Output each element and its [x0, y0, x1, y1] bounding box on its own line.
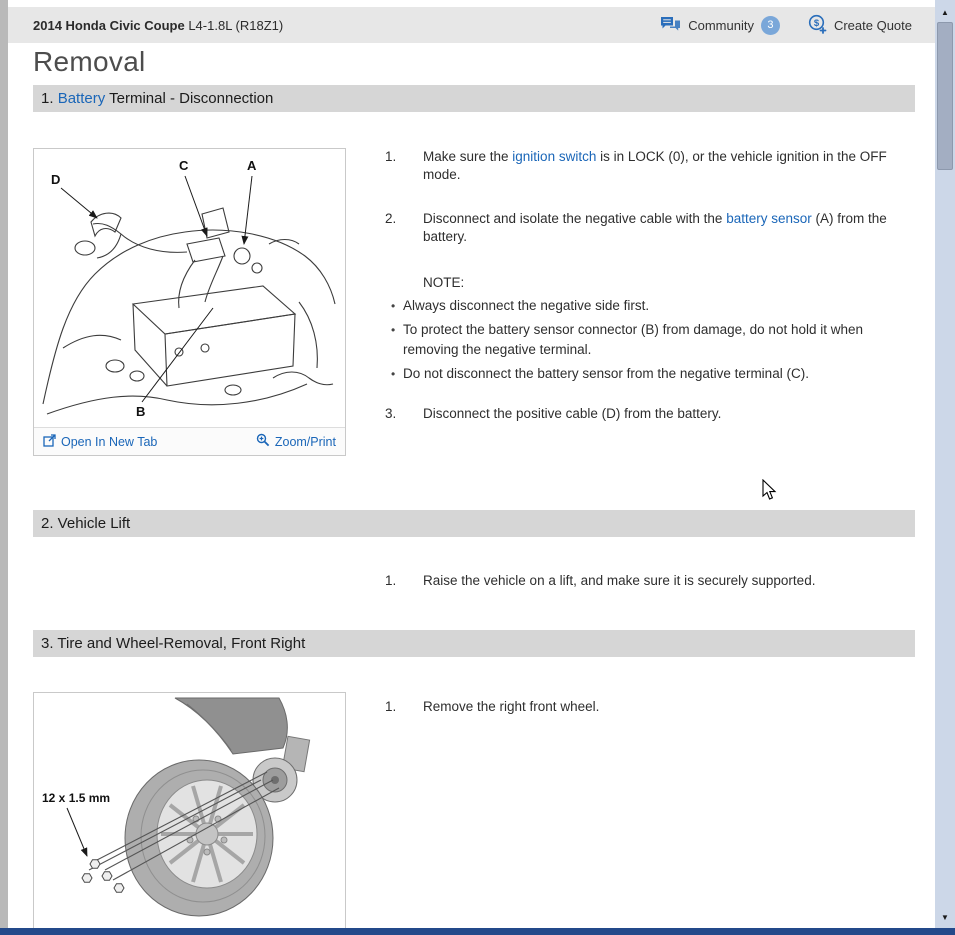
bolt-size-label: 12 x 1.5 mm — [42, 791, 111, 805]
step — [385, 572, 915, 590]
vehicle-title-rest: L4-1.8L (R18Z1) — [184, 17, 284, 33]
step-text: Raise the vehicle on a lift, and make sure it is securely supported. — [423, 573, 816, 588]
community-icon — [660, 16, 681, 35]
wheel-figure-column — [33, 692, 346, 928]
section-1-header — [33, 85, 915, 112]
create-quote-button[interactable] — [808, 14, 912, 37]
step-text-pre: Disconnect and isolate the negative cable with the — [423, 211, 727, 226]
wheel-figure — [33, 692, 346, 928]
battery-sensor-link[interactable]: battery sensor — [726, 211, 812, 226]
open-in-new-tab-link[interactable] — [43, 434, 157, 450]
step — [385, 405, 915, 423]
scrollbar-track[interactable] — [935, 0, 955, 928]
step — [385, 148, 915, 184]
create-quote-icon — [808, 14, 827, 37]
section-1-content — [33, 148, 915, 456]
window-left-edge — [0, 0, 8, 935]
diagram-label-c: C — [179, 158, 189, 173]
step-text — [423, 148, 915, 184]
step — [385, 698, 915, 716]
section-3-content — [33, 692, 915, 928]
step-text: Disconnect the positive cable (D) from the battery. — [423, 406, 722, 421]
battery-diagram — [34, 149, 345, 427]
note-item: • To protect the battery sensor connector (B) from damage, do not hold it when removing the negative terminal. — [390, 320, 875, 360]
step-text: Remove the right front wheel. — [423, 699, 600, 714]
scrollbar-up-arrow[interactable]: ▲ — [941, 7, 949, 17]
external-link-icon — [43, 434, 56, 450]
create-quote-label: Create Quote — [833, 17, 912, 33]
section-2-header: 2. Vehicle Lift — [33, 510, 915, 537]
battery-link[interactable]: Battery — [57, 90, 106, 107]
ignition-switch-link[interactable]: ignition switch — [512, 149, 597, 164]
note-list — [390, 296, 915, 384]
scrollbar-down-arrow[interactable]: ▼ — [941, 912, 949, 922]
content-area — [8, 0, 935, 928]
section-2-content — [33, 537, 915, 590]
window-bottom-edge — [0, 928, 955, 935]
step-text-pre: Make sure the — [423, 149, 513, 164]
diagram-label-a: A — [247, 158, 257, 173]
vehicle-title — [33, 18, 283, 33]
note-item: • Do not disconnect the battery sensor from the negative terminal (C). — [390, 364, 875, 384]
step — [385, 210, 915, 246]
zoom-print-label: Zoom/Print — [274, 434, 336, 449]
diagram-label-d: D — [51, 172, 61, 187]
step-text-post: is in LOCK (0), or the vehicle ignition in the OFF mode. — [423, 149, 887, 182]
note-item: • Always disconnect the negative side first. — [390, 296, 875, 316]
step-number: 1. — [385, 149, 397, 164]
community-label: Community — [688, 17, 754, 33]
battery-figure — [33, 148, 346, 456]
note-label: NOTE: — [423, 275, 465, 290]
battery-figure-column — [33, 148, 346, 456]
header-actions — [660, 14, 912, 37]
section-1-steps — [385, 148, 915, 423]
section-3-header: 3. Tire and Wheel-Removal, Front Right — [33, 630, 915, 657]
section-1-title-rest: Terminal - Disconnection — [105, 90, 274, 107]
step-number: 1. — [385, 573, 397, 588]
svg-text:$: $ — [813, 17, 820, 29]
vehicle-title-bold: 2014 Honda Civic Coupe — [33, 17, 185, 33]
community-count-badge: 3 — [761, 16, 780, 35]
step-text — [423, 210, 915, 246]
open-in-new-tab-label: Open In New Tab — [61, 434, 158, 449]
page-title: Removal — [33, 46, 146, 77]
step-number: 2. — [385, 211, 397, 226]
step-number: 1. — [385, 699, 397, 714]
section-2-steps — [385, 537, 915, 590]
scrollbar-thumb[interactable] — [937, 22, 953, 170]
section-1-number: 1. — [41, 90, 58, 107]
community-button[interactable] — [660, 16, 780, 35]
section-3-steps — [385, 692, 915, 716]
diagram-label-b: B — [136, 404, 146, 419]
magnifier-plus-icon — [256, 433, 270, 450]
step-number: 3. — [385, 406, 397, 421]
wheel-diagram — [34, 693, 345, 928]
header-bar — [8, 7, 935, 43]
zoom-print-link[interactable] — [256, 433, 336, 450]
step-text-post: (A) from the battery. — [423, 211, 887, 244]
figure-toolbar — [34, 427, 345, 455]
